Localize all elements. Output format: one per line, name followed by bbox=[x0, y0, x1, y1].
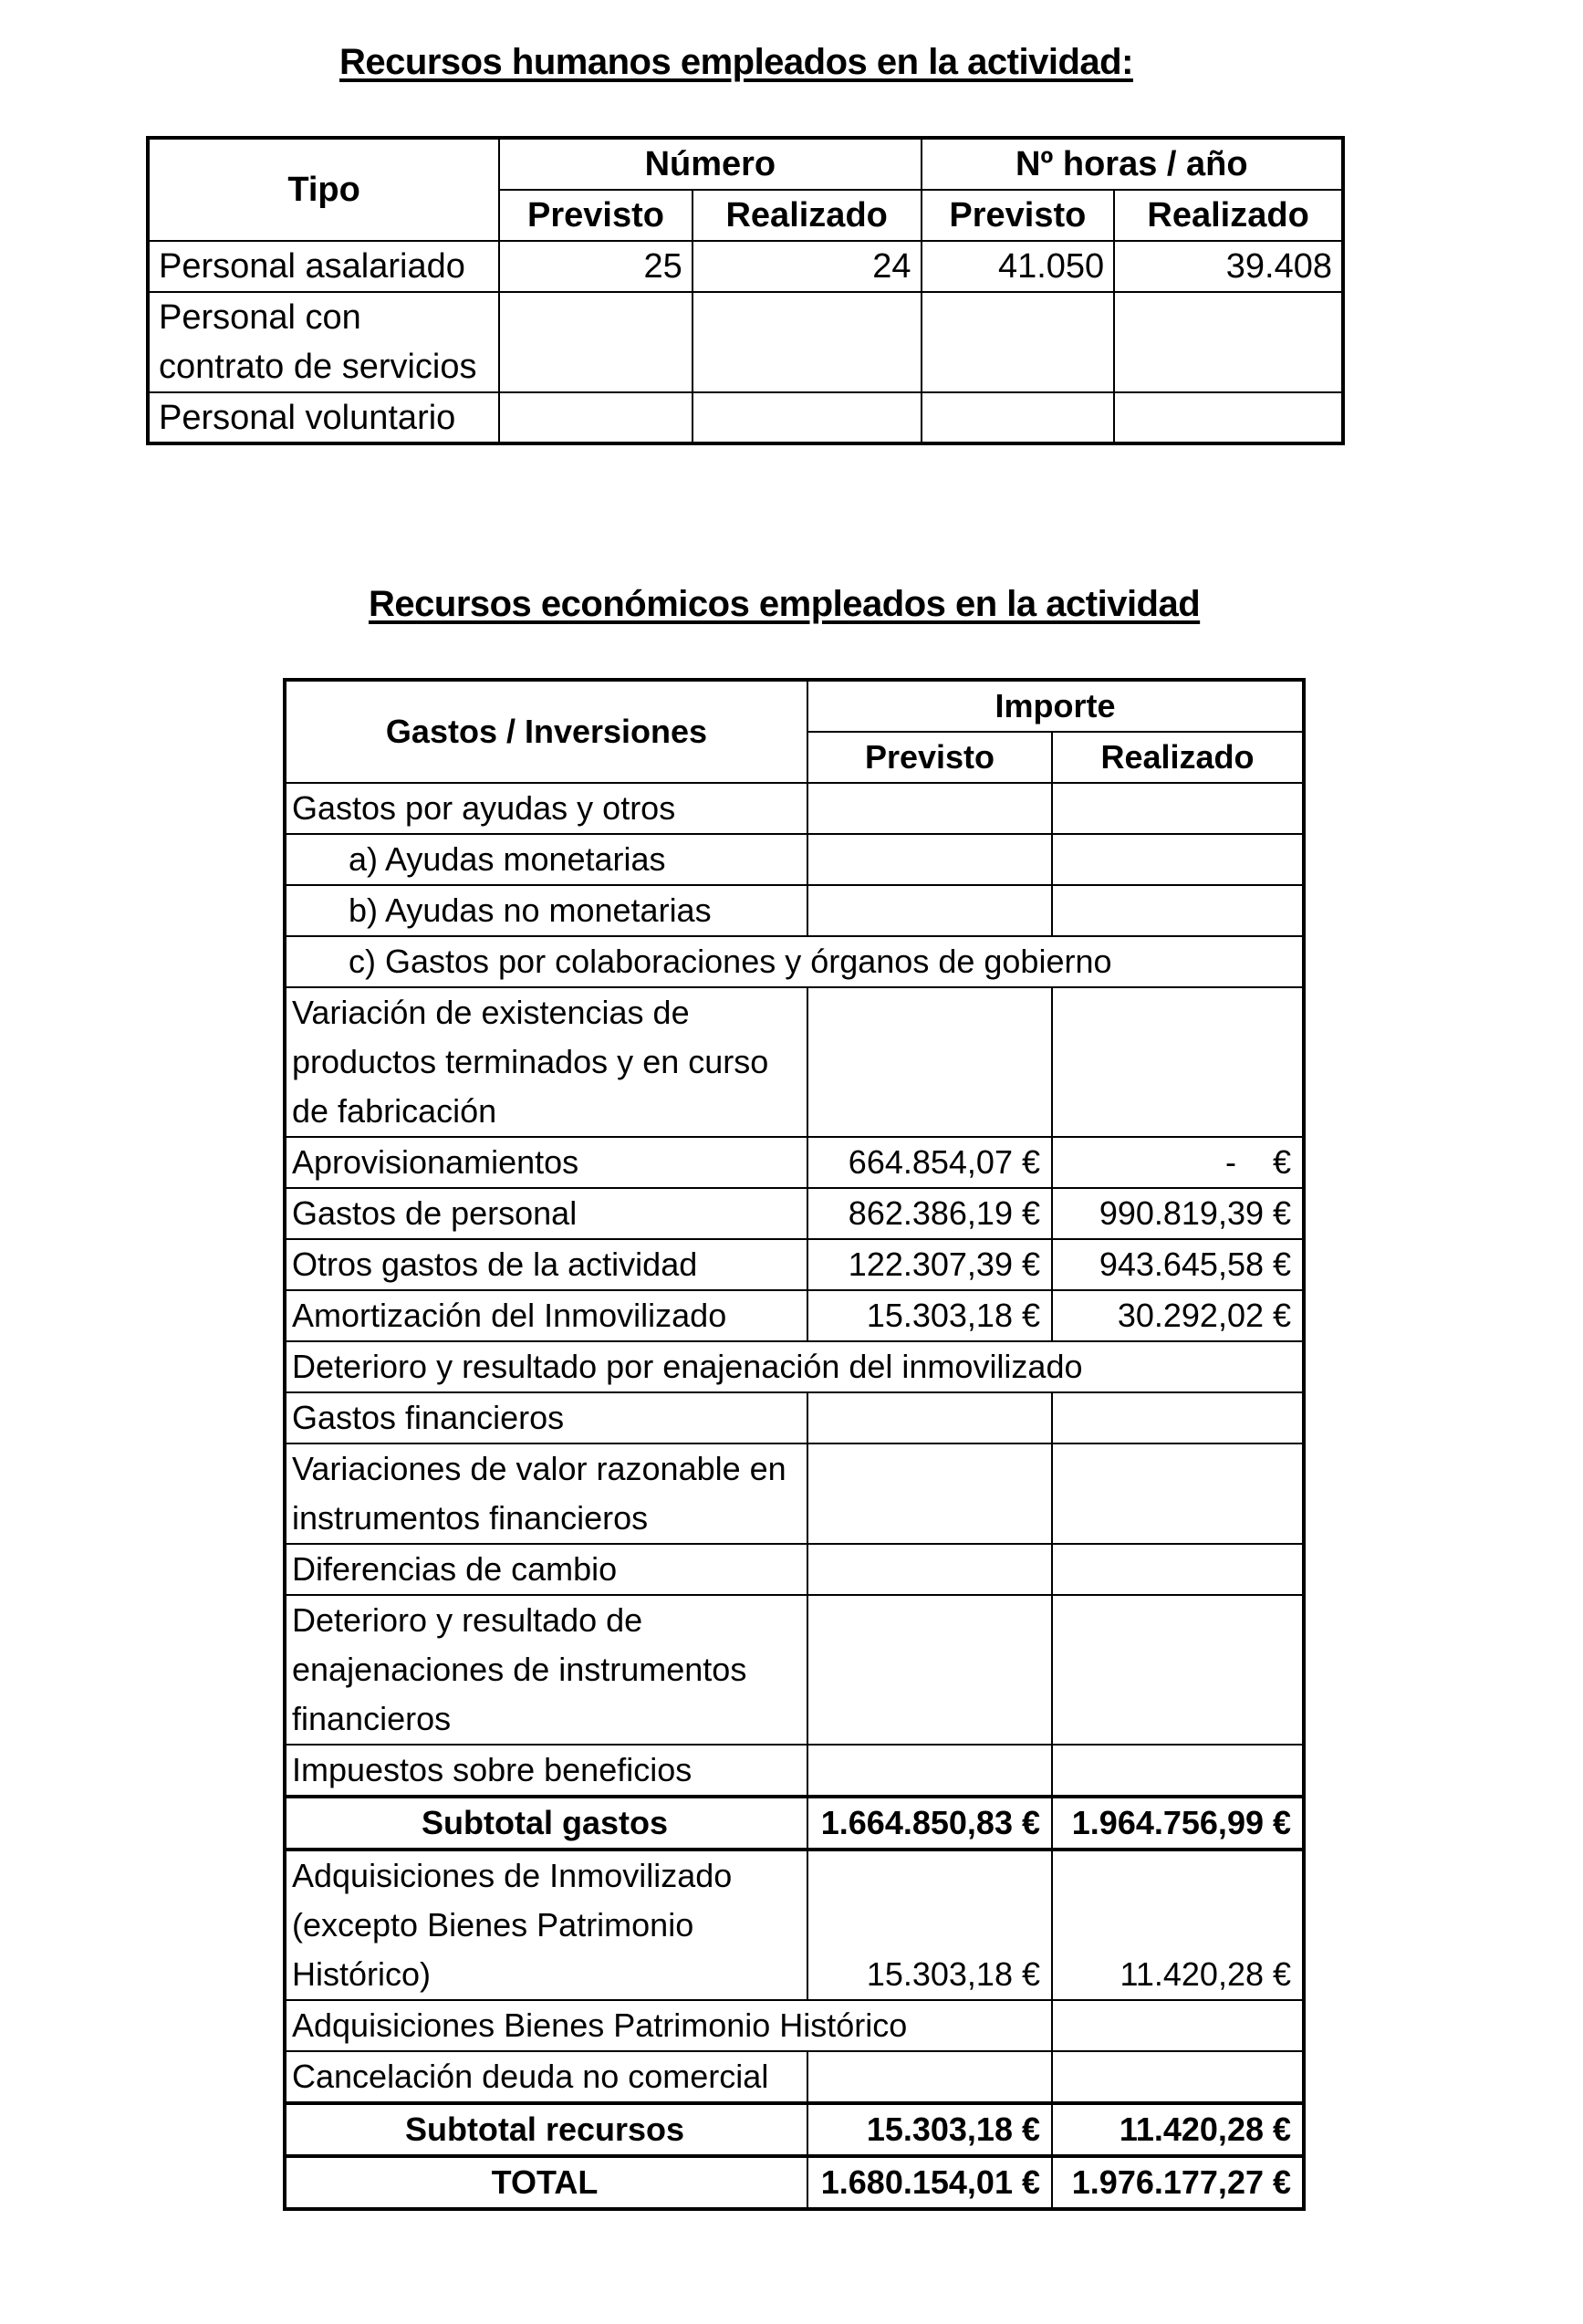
cell-realizado: - € bbox=[1052, 1137, 1304, 1188]
cell-previsto bbox=[807, 2051, 1052, 2103]
cell-horas-realizado bbox=[1114, 292, 1343, 392]
table-row bbox=[285, 783, 1304, 834]
cell-previsto bbox=[807, 1392, 1052, 1443]
header-horas: Nº horas / año bbox=[922, 138, 1343, 190]
cell-previsto bbox=[807, 1745, 1052, 1797]
cell-previsto bbox=[807, 885, 1052, 936]
cell-realizado: 11.420,28 € bbox=[1052, 2103, 1304, 2156]
cell-realizado bbox=[1052, 1544, 1304, 1595]
human-resources-table bbox=[146, 136, 1345, 445]
row-label: Personal voluntario bbox=[148, 392, 499, 443]
cell-realizado: 1.964.756,99 € bbox=[1052, 1797, 1304, 1850]
economic-resources-title: Recursos económicos empleados en la actividad bbox=[369, 584, 1201, 624]
row-label: Impuestos sobre beneficios bbox=[285, 1745, 807, 1797]
table-row bbox=[148, 241, 1343, 292]
header-numero-previsto: Previsto bbox=[499, 190, 693, 241]
cell-previsto bbox=[807, 987, 1052, 1137]
cell-previsto: 664.854,07 € bbox=[807, 1137, 1052, 1188]
table-row bbox=[285, 936, 1304, 987]
cell-realizado bbox=[1052, 783, 1304, 834]
header-gastos: Gastos / Inversiones bbox=[285, 680, 807, 783]
row-label: Otros gastos de la actividad bbox=[285, 1239, 807, 1290]
row-label: Aprovisionamientos bbox=[285, 1137, 807, 1188]
row-label: Variación de existencias de productos terminados y en curso de fabricación bbox=[285, 987, 807, 1137]
header-previsto: Previsto bbox=[807, 732, 1052, 783]
header-importe: Importe bbox=[807, 680, 1304, 732]
row-label: Personal con contrato de servicios bbox=[148, 292, 499, 392]
row-label: Deterioro y resultado por enajenación del inmovilizado bbox=[285, 1341, 1304, 1392]
row-label: Gastos financieros bbox=[285, 1392, 807, 1443]
table-row bbox=[285, 987, 1304, 1137]
cell-horas-realizado bbox=[1114, 392, 1343, 443]
cell-realizado: 1.976.177,27 € bbox=[1052, 2156, 1304, 2209]
cell-num-previsto bbox=[499, 292, 693, 392]
table-row bbox=[285, 1341, 1304, 1392]
cell-realizado bbox=[1052, 1392, 1304, 1443]
cell-num-realizado bbox=[693, 292, 922, 392]
cell-previsto: 122.307,39 € bbox=[807, 1239, 1052, 1290]
row-label: Amortización del Inmovilizado bbox=[285, 1290, 807, 1341]
cell-realizado: 30.292,02 € bbox=[1052, 1290, 1304, 1341]
cell-num-previsto: 25 bbox=[499, 241, 693, 292]
total-row bbox=[285, 2156, 1304, 2209]
subtotal-gastos-row bbox=[285, 1797, 1304, 1850]
subtotal-recursos-row bbox=[285, 2103, 1304, 2156]
row-label: c) Gastos por colaboraciones y órganos de gobierno bbox=[285, 936, 1304, 987]
header-numero: Número bbox=[499, 138, 921, 190]
row-label: Gastos por ayudas y otros bbox=[285, 783, 807, 834]
cell-realizado bbox=[1052, 2051, 1304, 2103]
table-row bbox=[285, 1745, 1304, 1797]
cell-horas-previsto bbox=[922, 392, 1115, 443]
cell-horas-realizado: 39.408 bbox=[1114, 241, 1343, 292]
table-row bbox=[285, 1188, 1304, 1239]
header-numero-realizado: Realizado bbox=[693, 190, 922, 241]
row-label: Subtotal recursos bbox=[285, 2103, 807, 2156]
cell-previsto: 15.303,18 € bbox=[807, 2103, 1052, 2156]
header-horas-previsto: Previsto bbox=[922, 190, 1115, 241]
cell-previsto bbox=[807, 1544, 1052, 1595]
economic-resources-table bbox=[283, 678, 1306, 2211]
header-horas-realizado: Realizado bbox=[1114, 190, 1343, 241]
table-row bbox=[285, 1595, 1304, 1745]
table-row bbox=[285, 1239, 1304, 1290]
cell-realizado: 990.819,39 € bbox=[1052, 1188, 1304, 1239]
human-resources-title: Recursos humanos empleados en la actividad: bbox=[339, 42, 1133, 82]
header-tipo: Tipo bbox=[148, 138, 499, 241]
cell-horas-previsto: 41.050 bbox=[922, 241, 1115, 292]
cell-previsto bbox=[807, 1595, 1052, 1745]
cell-horas-previsto bbox=[922, 292, 1115, 392]
row-label: Subtotal gastos bbox=[285, 1797, 807, 1850]
row-label: a) Ayudas monetarias bbox=[285, 834, 807, 885]
cell-previsto bbox=[807, 1443, 1052, 1544]
cell-realizado bbox=[1052, 1595, 1304, 1745]
cell-realizado bbox=[1052, 885, 1304, 936]
row-label: b) Ayudas no monetarias bbox=[285, 885, 807, 936]
cell-previsto: 862.386,19 € bbox=[807, 1188, 1052, 1239]
cell-num-realizado: 24 bbox=[693, 241, 922, 292]
table-row bbox=[148, 392, 1343, 443]
row-label: Personal asalariado bbox=[148, 241, 499, 292]
row-label: Variaciones de valor razonable en instrumentos financieros bbox=[285, 1443, 807, 1544]
row-label: Adquisiciones de Inmovilizado (excepto Bienes Patrimonio Histórico) bbox=[285, 1850, 807, 2000]
table-row bbox=[148, 292, 1343, 392]
cell-realizado bbox=[1052, 1443, 1304, 1544]
cell-realizado bbox=[1052, 987, 1304, 1137]
row-label: Gastos de personal bbox=[285, 1188, 807, 1239]
header-realizado: Realizado bbox=[1052, 732, 1304, 783]
row-label: TOTAL bbox=[285, 2156, 807, 2209]
table-row bbox=[285, 2000, 1304, 2051]
table-row bbox=[285, 1137, 1304, 1188]
cell-previsto: 15.303,18 € bbox=[807, 1290, 1052, 1341]
cell-previsto: 1.664.850,83 € bbox=[807, 1797, 1052, 1850]
table-row bbox=[285, 2051, 1304, 2103]
table-row bbox=[285, 1290, 1304, 1341]
cell-previsto bbox=[807, 834, 1052, 885]
cell-realizado bbox=[1052, 834, 1304, 885]
table-row bbox=[285, 1544, 1304, 1595]
cell-previsto bbox=[807, 783, 1052, 834]
cell-realizado: 943.645,58 € bbox=[1052, 1239, 1304, 1290]
row-label: Adquisiciones Bienes Patrimonio Histórico bbox=[285, 2000, 1052, 2051]
row-label: Diferencias de cambio bbox=[285, 1544, 807, 1595]
cell-num-previsto bbox=[499, 392, 693, 443]
cell-realizado bbox=[1052, 1745, 1304, 1797]
cell-num-realizado bbox=[693, 392, 922, 443]
table-row bbox=[285, 1392, 1304, 1443]
cell-previsto: 1.680.154,01 € bbox=[807, 2156, 1052, 2209]
table-row bbox=[285, 834, 1304, 885]
table-row bbox=[285, 1443, 1304, 1544]
cell-realizado: 11.420,28 € bbox=[1052, 1850, 1304, 2000]
table-row bbox=[285, 885, 1304, 936]
row-label: Deterioro y resultado de enajenaciones de instrumentos financieros bbox=[285, 1595, 807, 1745]
table-row bbox=[285, 1850, 1304, 2000]
cell-realizado bbox=[1052, 2000, 1304, 2051]
row-label: Cancelación deuda no comercial bbox=[285, 2051, 807, 2103]
cell-previsto: 15.303,18 € bbox=[807, 1850, 1052, 2000]
